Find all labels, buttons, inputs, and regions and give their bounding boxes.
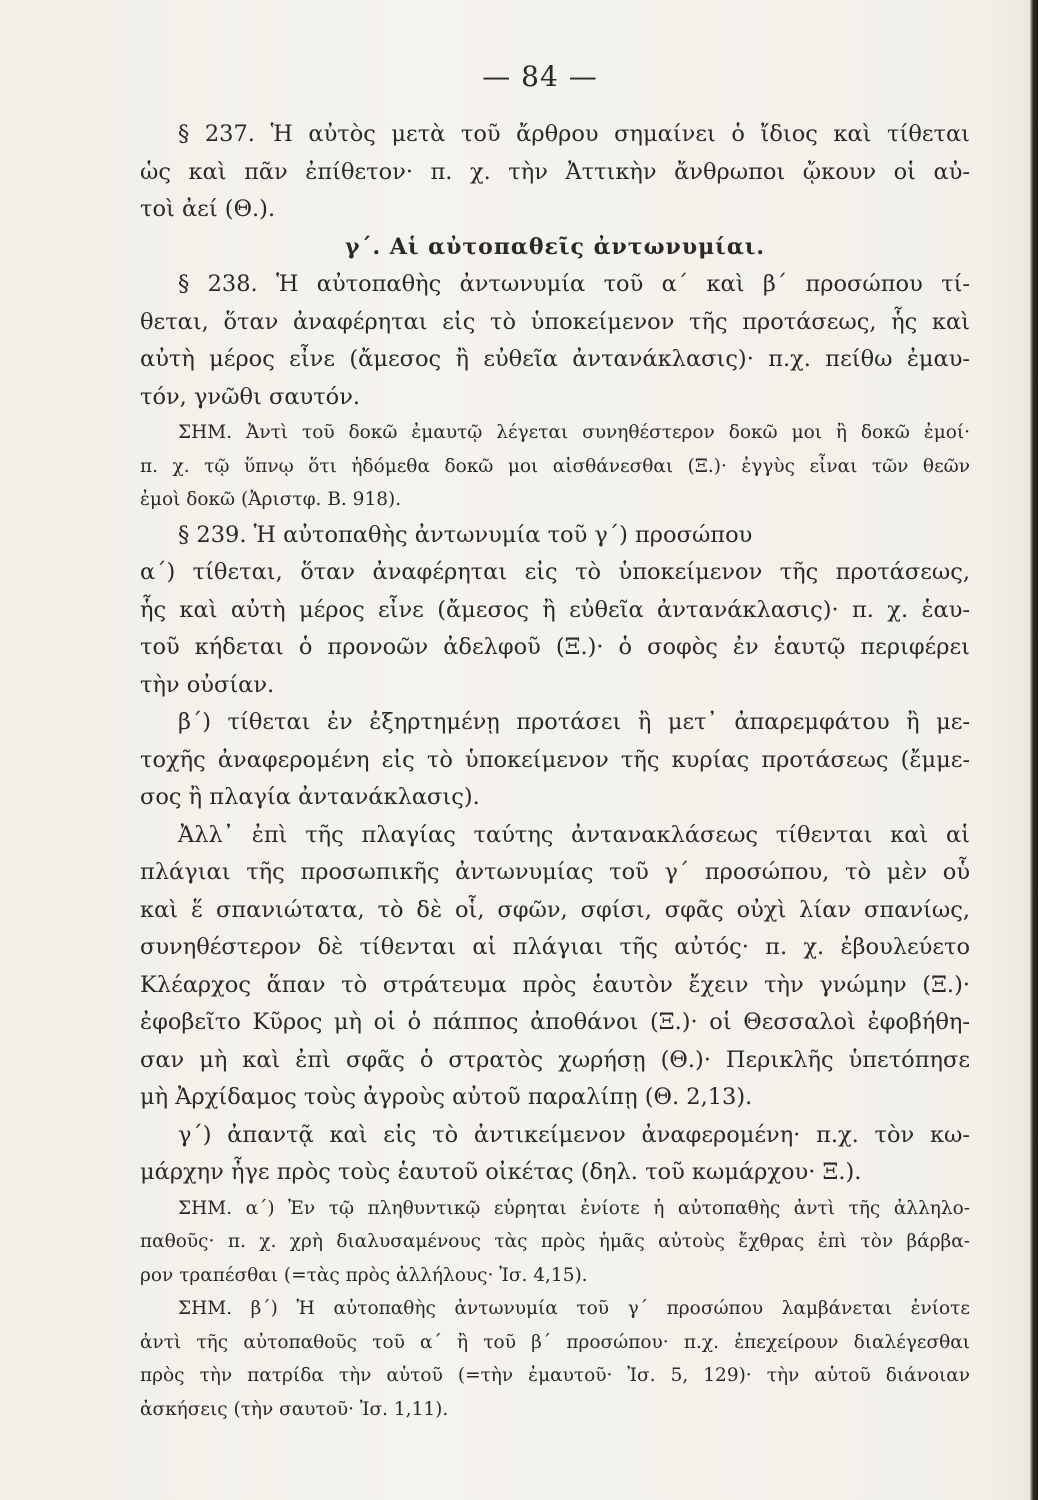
note-line: ΣΗΜ. Ἀντὶ τοῦ δοκῶ ἐμαυτῷ λέγεται συνηθέστερον δοκῶ μοι ἢ δοκῶ ἐμοί·: [178, 422, 970, 443]
text-line: αὐτὴ μέρος εἶνε (ἄμεσος ἢ εὐθεῖα ἀντανάκλασις)· π.χ. πείθω ἐμαυ-: [140, 346, 970, 372]
text-line: γ΄) ἀπαντᾷ καὶ εἰς τὸ ἀντικείμενον ἀναφερομένη· π.χ. τὸν κω-: [178, 1121, 970, 1148]
section-heading: γ΄. Αἱ αὐτοπαθεῖς ἀντωνυμίαι.: [344, 233, 766, 260]
text-line: μάρχην ἦγε πρὸς τοὺς ἑαυτοῦ οἰκέτας (δηλ. τοῦ κωμάρχου· Ξ.).: [140, 1159, 862, 1185]
text-line: Ἀλλ᾽ ἐπὶ τῆς πλαγίας ταύτης ἀντανακλάσεως τίθενται καὶ αἱ: [178, 821, 970, 848]
text-line: α΄) τίθεται, ὅταν ἀναφέρηται εἰς τὸ ὑποκείμενον τῆς προτάσεως,: [140, 559, 970, 585]
text-line: τόν, γνῶθι σαυτόν.: [140, 383, 361, 410]
note-line: πρὸς τὴν πατρίδα τὴν αὑτοῦ (=τὴν ἐμαυτοῦ· Ἰσ. 5, 129)· τὴν αὑτοῦ διάνοιαν: [140, 1365, 970, 1386]
text-line: τοχῆς ἀναφερομένη εἰς τὸ ὑποκείμενον τῆς κυρίας προτάσεως (ἔμμε-: [140, 746, 970, 773]
note-line: ρον τραπέσθαι (=τὰς πρὸς ἀλλήλους· Ἰσ. 4,15).: [140, 1264, 588, 1286]
text-line: σος ἢ πλαγία ἀντανάκλασις).: [140, 784, 480, 810]
text-line: μὴ Ἀρχίδαμος τοὺς ἀγροὺς αὐτοῦ παραλίπῃ (Θ. 2,13).: [140, 1084, 753, 1110]
page-number: — 84 —: [482, 60, 598, 93]
text-line: τοὶ ἀεί (Θ.).: [140, 196, 276, 222]
text-line: τοῦ κήδεται ὁ προνοῶν ἀδελφοῦ (Ξ.)· ὁ σοφὸς ἐν ἑαυτῷ περιφέρει: [140, 634, 970, 660]
text-line: ἧς καὶ αὐτὴ μέρος εἶνε (ἄμεσος ἢ εὐθεῖα ἀντανάκλασις)· π. χ. ἑαυ-: [140, 596, 970, 623]
text-line: συνηθέστερον δὲ τίθενται αἱ πλάγιαι τῆς αὐτός· π. χ. ἐβουλεύετο: [140, 934, 970, 960]
note-line: π. χ. τῷ ὕπνῳ ὅτι ἡδόμεθα δοκῶ μοι αἰσθάνεσθαι (Ξ.)· ἐγγὺς εἶναι τῶν θεῶν: [140, 455, 970, 477]
note-line: ΣΗΜ. α΄) Ἐν τῷ πληθυντικῷ εὑρηται ἐνίοτε ἡ αὐτοπαθὴς ἀντὶ τῆς ἀλληλο-: [178, 1197, 970, 1219]
text-line: ἐφοβεῖτο Κῦρος μὴ οἱ ὁ πάππος ἀποθάνοι (Ξ.)· οἱ Θεσσαλοὶ ἐφοβήθη-: [140, 1009, 970, 1035]
note-line: παθοῦς· π. χ. χρὴ διαλυσαμένους τὰς πρὸς ἡμᾶς αὐτοὺς ἔχθρας ἐπὶ τὸν βάρβα-: [140, 1231, 970, 1252]
text-line: β΄) τίθεται ἐν ἐξηρτημένῃ προτάσει ἢ μετ᾽ ἀπαρεμφάτου ἢ με-: [178, 709, 970, 735]
text-line: § 238. Ἡ αὐτοπαθὴς ἀντωνυμία τοῦ α΄ καὶ β΄ προσώπου τί-: [178, 271, 970, 297]
text-line: § 239. Ἡ αὐτοπαθὴς ἀντωνυμία τοῦ γ΄) προσώπου: [178, 521, 753, 548]
text-block: [140, 116, 970, 1426]
note-line: ἐμοὶ δοκῶ (Ἀριστφ. Β. 918).: [140, 489, 402, 510]
text-line: καὶ ἕ σπανιώτατα, τὸ δὲ οἷ, σφῶν, σφίσι, σφᾶς οὐχὶ λίαν σπανίως,: [140, 896, 970, 923]
text-line: § 237. Ἡ αὐτὸς μετὰ τοῦ ἄρθρου σημαίνει ὁ ἴδιος καὶ τίθεται: [178, 121, 970, 147]
note-line: ἀσκήσεις (τὴν σαυτοῦ· Ἰσ. 1,11).: [140, 1398, 449, 1420]
text-line: τὴν οὐσίαν.: [140, 671, 275, 698]
text-line: θεται, ὅταν ἀναφέρηται εἰς τὸ ὑποκείμενον τῆς προτάσεως, ἧς καὶ: [140, 308, 970, 335]
text-line: σαν μὴ καὶ ἐπὶ σφᾶς ὁ στρατὸς χωρήσῃ (Θ.)· Περικλῆς ὑπετόπησε: [140, 1046, 970, 1073]
text-line: Κλέαρχος ἅπαν τὸ στράτευμα πρὸς ἑαυτὸν ἔχειν τὴν γνώμην (Ξ.)·: [140, 971, 970, 998]
note-line: ἀντὶ τῆς αὐτοπαθοῦς τοῦ α΄ ἢ τοῦ β΄ προσώπου· π.χ. ἐπεχείρουν διαλέγεσθαι: [140, 1331, 970, 1353]
text-line: ὡς καὶ πᾶν ἐπίθετον· π. χ. τὴν Ἀττικὴν ἄνθρωποι ᾤκουν οἱ αὐ-: [140, 158, 970, 185]
page-edge-shadow: [1030, 0, 1038, 1500]
text-line: πλάγιαι τῆς προσωπικῆς ἀντωνυμίας τοῦ γ΄ προσώπου, τὸ μὲν οὗ: [140, 859, 970, 885]
note-line: ΣΗΜ. β΄) Ἡ αὐτοπαθὴς ἀντωνυμία τοῦ γ΄ προσώπου λαμβάνεται ἐνίοτε: [178, 1298, 970, 1319]
